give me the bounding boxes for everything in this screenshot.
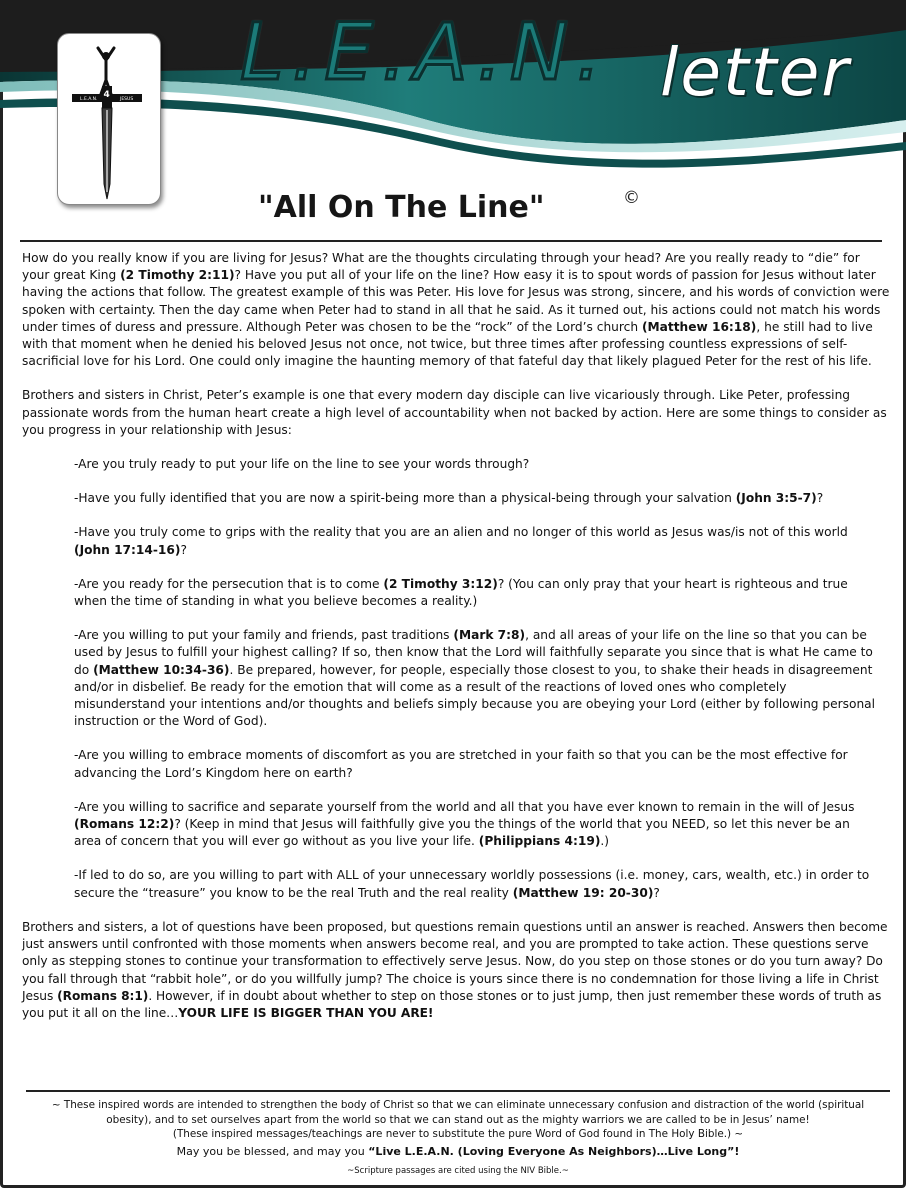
scripture-ref: (Romans 8:1) [57,988,149,1003]
footer-divider [26,1090,890,1092]
scripture-ref: (2 Timothy 3:12) [383,576,498,591]
footer [30,1098,886,1179]
footer-citation-note: ~Scripture passages are cited using the NIV Bible.~ [347,1166,569,1177]
svg-text:4: 4 [103,90,110,100]
dagger-logo-icon [58,34,160,204]
lean-logo [57,33,161,205]
question-item: -Have you truly come to grips with the reality that you are an alien and no longer of this world as Jesus was/is not of this world (John 17:14-16)? [74,525,848,557]
question-item: -If led to do so, are you willing to part with ALL of your unnecessary worldly possessions (i.e. money, cars, wealth, etc.) in order to secure the “treasure” you know to be the real Truth and the real reality (Matthew 19: 20-30)? [74,868,870,900]
svg-text:JESUS: JESUS [120,97,134,102]
scripture-ref: (Mark 7:8) [453,628,526,643]
scripture-ref: (Matthew 16:18) [641,319,757,334]
question-list [74,456,890,902]
footer-mission-text: ~ These inspired words are intended to strengthen the body of Christ so that we can eliminate unnecessary confusion and distraction of the world (spiritual obesity), and to set ourselves apart from the world so that we can stand out as the mighty warriors we are called to be in Jesus’ name! [51,1099,865,1126]
question-item: -Are you willing to put your family and friends, past traditions (Mark 7:8), and all areas of your life on the line so that you can be used by Jesus to fulfill your highest calling? If so, then know that the Lord will faithfully separate you since that is what He came to do (Matthew 10:34-36). Be prepared, however, for people, especially those closest to you, to shake their heads in disagreement and/or in disbelief. Be ready for the emotion that will come as a result of the reactions of loved ones who completely misunderstand your intentions and/or thoughts and beliefs simply because you are obeying your Lord (either by following personal instruction or the Word of God). [74,628,876,729]
article-title: "All On The Line" [258,190,545,225]
article-body [22,250,890,1039]
footer-blessing: May you be blessed, and may you “Live L.E.A.N. (Loving Everyone As Neighbors)…Live Long”! [176,1144,740,1158]
title-divider [20,240,882,242]
footer-motto: “Live L.E.A.N. (Loving Everyone As Neighbors)…Live Long”! [368,1144,740,1158]
scripture-ref: (Romans 12:2) [74,817,175,832]
intro-paragraph-2: Brothers and sisters in Christ, Peter’s example is one that every modern day disciple can live vicariously through. Like Peter, professing passionate words from the human heart create a high level of accountability when not backed by action. Here are some things to consider as you progress in your relationship with Jesus: [22,388,887,437]
brand-title: L.E.A.N. [240,8,610,98]
question-item: -Are you willing to sacrifice and separate yourself from the world and all that you have ever known to remain in the will of Jesus (Romans 12:2)? (Keep in mind that Jesus will faithfully give you the things of the world that you NEED, so let this never be an area of concern that you will ever go without as you live your life. (Philippians 4:19).) [74,799,855,849]
question-item: -Are you willing to embrace moments of discomfort as you are stretched in your faith so that you can be the most effective for advancing the Lord’s Kingdom here on earth? [74,748,848,780]
scripture-ref: (John 3:5-7) [735,491,817,506]
question-item: -Have you fully identified that you are now a spirit-being more than a physical-being through your salvation (John 3:5-7)? [74,491,824,506]
question-item: -Are you ready for the persecution that is to come (2 Timothy 3:12)? (You can only pray that your heart is righteous and true when the time of standing in what you believe becomes a reality.) [74,576,848,609]
scripture-ref: (2 Timothy 2:11) [120,268,235,283]
intro-paragraph-1: How do you really know if you are living for Jesus? What are the thoughts circulating through your head? Are you really ready to “die” for your great King (2 Timothy 2:11)? Have you put all of your life on the line? How easy it is to spout words of passion for Jesus without later having the actions that follow. The greatest example of this was Peter. His love for Jesus was strong, sincere, and his words of conviction were spoken with certainty. Then the day came when Peter had to stand in all that he said. As it turned out, his actions could not match his words under times of duress and pressure. Although Peter was chosen to be the “rock” of the Lord’s church (Matthew 16:18), he still had to live with that moment when he denied his beloved Jesus not once, not twice, but three times after professing countless expressions of self-sacrificial love for his Lord. One could only imagine the haunting memory of that fateful day that likely plagued Peter for the rest of his life. [22,251,890,369]
question-item: -Are you truly ready to put your life on the line to see your words through? [74,457,530,472]
brand-subtitle: letter [660,34,851,111]
svg-text:L.E.A.N.: L.E.A.N. [80,97,98,102]
closing-paragraph: Brothers and sisters, a lot of questions have been proposed, but questions remain questions until an answer is reached. Answers then become just answers until confronted with those moments when answers become real, and you are prompted to take action. These questions serve only as stepping stones to continue your transformation to effectively serve Jesus. Now, do you step on those stones or do you turn away? Do you fall through that “rabbit hole”, or do you willfully jump? The choice is yours since there is no condemnation for those living a life in Christ Jesus (Romans 8:1). However, if in doubt about whether to step on those stones or to just jump, then just remember these words of truth as you put it all on the line…YOUR LIFE IS BIGGER THAN YOU ARE! [22,919,888,1020]
closing-emphasis: YOUR LIFE IS BIGGER THAN YOU ARE! [178,1005,434,1020]
copyright-mark: © [623,188,640,208]
scripture-ref: (Matthew 19: 20-30) [512,885,654,900]
scripture-ref: (John 17:14-16) [74,542,181,557]
footer-disclaimer: (These inspired messages/teachings are never to substitute the pure Word of God found in The Holy Bible.) ~ [172,1128,744,1141]
scripture-ref: (Matthew 10:34-36) [93,662,230,677]
scripture-ref: (Philippians 4:19) [478,834,601,849]
